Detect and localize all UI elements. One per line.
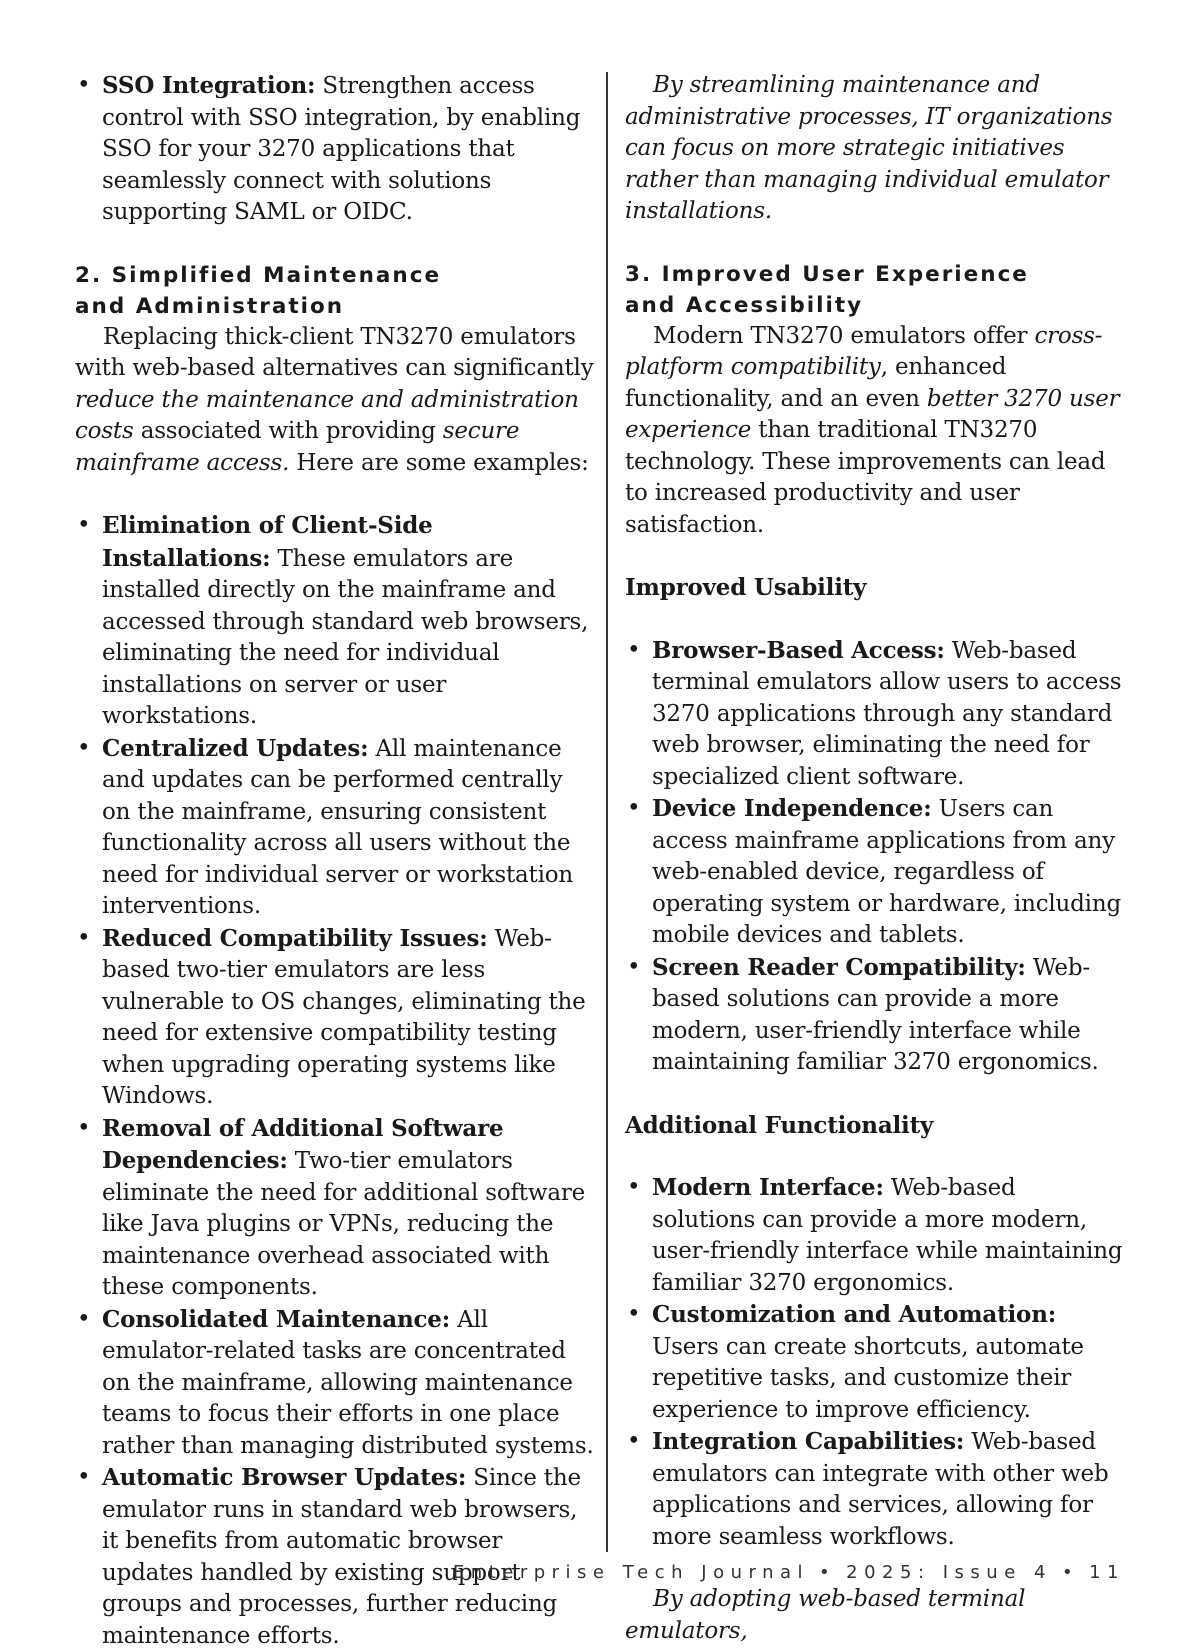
emphasis: cross-platform compatibility <box>625 322 1103 380</box>
left-column <box>75 70 595 1652</box>
bullet-title: Automatic Browser Updates: <box>102 1464 467 1491</box>
bullet-text: Strengthen access control with SSO integration, by enabling SSO for your 3270 applications that seamlessly connect with solutions supporting SAML or OIDC. <box>102 73 581 225</box>
bullet-text: All emulator-related tasks are concentrated on the mainframe, allowing maintenance teams to focus their efforts in one place rather than managing distributed systems. <box>102 1306 594 1459</box>
separator: • <box>1061 1562 1080 1583</box>
subheading-additional: Additional Functionality <box>625 1111 934 1139</box>
bullet-title: Elimination of Client-Side Installations: <box>102 512 433 572</box>
usability-list <box>625 635 1125 1079</box>
bullet-text: Since the emulator runs in standard web browsers, it benefits from automatic browser updates handled by existing support groups and processes, further reducing maintenance efforts. <box>102 1465 581 1649</box>
text-run: Here are some examples: <box>289 449 589 476</box>
bullet-text: Users can create shortcuts, automate repetitive tasks, and customize their experience to improve efficiency. <box>652 1333 1084 1423</box>
page-footer <box>453 1562 1125 1583</box>
list-item <box>625 952 1125 1079</box>
subheading-usability: Improved Usability <box>625 574 867 601</box>
list-item <box>75 1113 595 1304</box>
bullet-text: Web-based solutions can provide a more modern, user-friendly interface while maintaining familiar 3270 ergonomics. <box>652 1175 1123 1296</box>
additional-list <box>625 1172 1125 1553</box>
bullet-text: Web-based two-tier emulators are less vulnerable to OS changes, eliminating the need for extensive compatibility testing when upgrading operating systems like Windows. <box>102 925 586 1109</box>
emphasis: reduce the maintenance and administration costs <box>75 386 579 444</box>
section-2-intro <box>75 322 595 480</box>
list-item <box>625 793 1125 952</box>
text-run: Modern TN3270 emulators offer <box>653 322 1035 349</box>
bullet-title: Consolidated Maintenance: <box>102 1305 451 1333</box>
heading-line: 2. Simplified Maintenance <box>75 262 442 288</box>
bullet-title: SSO Integration: <box>102 72 316 99</box>
bullet-text: Web-based emulators can integrate with other web applications and services, allowing for more seamless workflows. <box>652 1429 1109 1550</box>
issue-label: 2025: Issue 4 <box>846 1562 1052 1583</box>
separator: • <box>819 1562 837 1583</box>
right-column <box>625 70 1125 1647</box>
section-heading-3 <box>625 259 1125 321</box>
heading-line: and Administration <box>75 293 345 319</box>
list-item <box>75 1304 595 1463</box>
emphasis: better 3270 user experience <box>625 385 1120 443</box>
heading-line: 3. Improved User Experience <box>625 261 1029 287</box>
bullet-text: Two-tier emulators eliminate the need for additional software like Java plugins or VPNs, reducing the maintenance overhead associated with these components. <box>102 1148 586 1300</box>
list-item <box>625 635 1125 794</box>
column-divider <box>606 72 608 1552</box>
list-item <box>75 510 595 733</box>
bullet-title: Reduced Compatibility Issues: <box>102 924 488 952</box>
list-item <box>625 1299 1125 1426</box>
bullet-text: Users can access mainframe applications from any web-enabled device, regardless of operating system or hardware, including mobile devices and tablets. <box>652 796 1121 948</box>
bullet-text: Web-based solutions can provide a more modern, user-friendly interface while maintaining familiar 3270 ergonomics. <box>652 954 1099 1075</box>
bullet-title: Customization and Automation: <box>652 1301 1057 1328</box>
sso-list <box>75 70 595 229</box>
list-item <box>75 923 595 1113</box>
text-run: , enhanced functionality, and an even <box>625 354 1007 412</box>
list-item <box>625 1172 1125 1299</box>
list-item <box>75 733 595 923</box>
list-item <box>625 1426 1125 1553</box>
page-number: 11 <box>1089 1562 1125 1583</box>
text-run: Replacing thick-client TN3270 emulators with web-based alternatives can significantly <box>75 323 594 381</box>
bullet-text: These emulators are installed directly on the mainframe and accessed through standard web browsers, eliminating the need for individual installations on server or user workstations. <box>102 545 589 729</box>
list-item <box>75 70 595 229</box>
maintenance-list <box>75 510 595 1652</box>
text-run: associated with providing <box>133 418 443 444</box>
bullet-title: Browser-Based Access: <box>652 636 945 664</box>
bullet-text: All maintenance and updates can be performed centrally on the mainframe, ensuring consistent functionality across all users without the need for individual server or workstation interventions. <box>102 735 574 919</box>
bullet-title: Centralized Updates: <box>102 734 369 762</box>
final-sentence: By adopting web-based terminal emulators, <box>625 1586 1026 1644</box>
bullet-title: Removal of Additional Software Dependencies: <box>102 1114 504 1174</box>
section-heading-2 <box>75 260 595 322</box>
bullet-title: Modern Interface: <box>652 1174 884 1201</box>
bullet-title: Integration Capabilities: <box>652 1428 965 1455</box>
emphasis: secure mainframe access. <box>75 418 520 476</box>
section-3-intro <box>625 321 1125 542</box>
bullet-title: Device Independence: <box>652 795 932 822</box>
heading-line: and Accessibility <box>625 292 864 318</box>
text-run: than traditional TN3270 technology. These improvements can lead to increased productivity and user satisfaction. <box>625 417 1106 538</box>
section-2-closing: By streamlining maintenance and administrative processes, IT organizations can focus on more strategic initiatives rather than managing individual emulator installations. <box>625 72 1113 224</box>
bullet-title: Screen Reader Compatibility: <box>652 953 1026 981</box>
publication-name: Enterprise Tech Journal <box>452 1562 810 1583</box>
list-item <box>75 1462 595 1652</box>
bullet-text: Web-based terminal emulators allow users to access 3270 applications through any standard web browser, eliminating the need for specialized client software. <box>652 637 1122 790</box>
